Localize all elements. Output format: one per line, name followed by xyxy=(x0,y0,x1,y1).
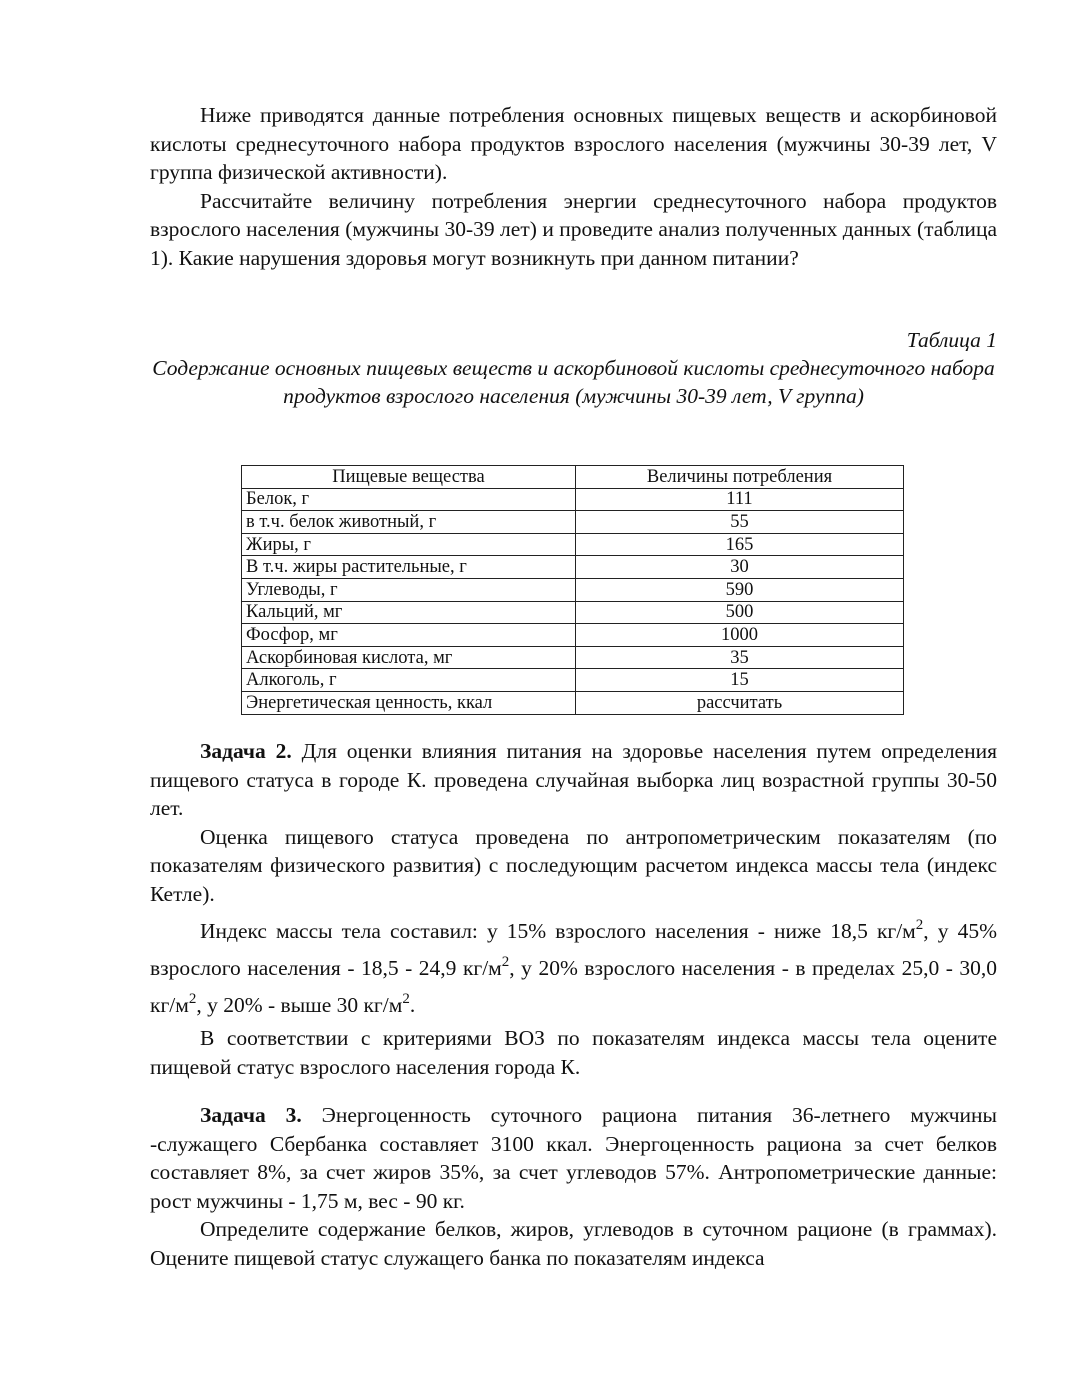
table-cell: рассчитать xyxy=(576,691,904,714)
bmi-text-part: , у 45% взрослого населения - 18,5 - 24,9 кг/м xyxy=(150,919,997,980)
table-row xyxy=(242,601,904,624)
bmi-text-part: , у 20% - выше 30 кг/м xyxy=(196,993,403,1017)
table-row xyxy=(242,488,904,511)
intro-section xyxy=(150,101,997,272)
task2-text: Для оценки влияния питания на здоровье населения путем определения пищевого статуса в городе К. проведена случайная выборка лиц возрастной группы 30-50 лет. xyxy=(150,739,997,820)
table-cell: 1000 xyxy=(576,624,904,647)
nutrient-table xyxy=(241,465,904,715)
superscript: 2 xyxy=(501,954,510,970)
table-row xyxy=(242,511,904,534)
table-row xyxy=(242,691,904,714)
table-cell: В т.ч. жиры растительные, г xyxy=(242,556,576,579)
task3-paragraph-2: Определите содержание белков, жиров, углеводов в суточном рационе (в граммах). Оцените пищевой статус служащего банка по показателям индекса xyxy=(150,1217,997,1270)
table-cell: Углеводы, г xyxy=(242,578,576,601)
table-cell: Фосфор, мг xyxy=(242,624,576,647)
table-cell: Энергетическая ценность, ккал xyxy=(242,691,576,714)
task3-heading: Задача 3. xyxy=(200,1103,302,1127)
bmi-text-part: . xyxy=(409,993,416,1017)
table-header-row xyxy=(242,466,904,489)
table-cell: Алкоголь, г xyxy=(242,669,576,692)
table-cell: 590 xyxy=(576,578,904,601)
task2-paragraph-4: В соответствии с критериями ВОЗ по показателям индекса массы тела оцените пищевой статус взрослого населения города К. xyxy=(150,1026,997,1079)
superscript: 2 xyxy=(915,917,924,933)
bmi-text-part: Индекс массы тела составил: у 15% взрослого населения - ниже 18,5 кг/м xyxy=(200,919,916,943)
superscript: 2 xyxy=(188,991,197,1007)
task3-text: Энергоценность суточного рациона питания 36-летнего мужчины -служащего Сбербанка составляет 3100 ккал. Энергоценность рациона за счет белков составляет 8%, за счет жиров 35%, за счет углеводов 57%. Антропометрические данные: рост мужчины - 1,75 м, вес - 90 кг. xyxy=(150,1103,997,1213)
table-header-cell: Пищевые вещества xyxy=(242,466,576,489)
table-cell: Кальций, мг xyxy=(242,601,576,624)
task2-paragraph-1 xyxy=(150,737,997,823)
table-row xyxy=(242,624,904,647)
table-cell: 15 xyxy=(576,669,904,692)
table-label: Таблица 1 xyxy=(906,328,997,352)
table-row xyxy=(242,646,904,669)
table-header-cell: Величины потребления xyxy=(576,466,904,489)
table-row xyxy=(242,669,904,692)
table-cell: 30 xyxy=(576,556,904,579)
bmi-text-part: , у 20% взрослого населения - в пределах 25,0 - 30,0 кг/м xyxy=(150,956,998,1017)
task3-section xyxy=(150,1101,997,1272)
table-cell: Аскорбиновая кислота, мг xyxy=(242,646,576,669)
table-cell: Белок, г xyxy=(242,488,576,511)
table-row xyxy=(242,533,904,556)
superscript: 2 xyxy=(402,991,410,1007)
intro-paragraph-2: Рассчитайте величину потребления энергии среднесуточного набора продуктов взрослого населения (мужчины 30-39 лет) и проведите анализ полученных данных (таблица 1). Какие нарушения здоровья могут возникнуть при данном питании? xyxy=(150,188,997,270)
task2-heading: Задача 2. xyxy=(200,739,292,763)
table-row xyxy=(242,556,904,579)
table-cell: 111 xyxy=(576,488,904,511)
table-row xyxy=(242,578,904,601)
task2-paragraph-3 xyxy=(150,913,997,1024)
task3-paragraph-1 xyxy=(150,1101,997,1215)
table-cell: 55 xyxy=(576,511,904,534)
table-cell: Жиры, г xyxy=(242,533,576,556)
task2-paragraph-2: Оценка пищевого статуса проведена по антропометрическим показателям (по показателям физического развития) с последующим расчетом индекса массы тела (индекс Кетле). xyxy=(150,824,997,906)
table-title: Содержание основных пищевых веществ и аскорбиновой кислоты среднесуточного набора продуктов взрослого населения (мужчины 30-39 лет, V группа) xyxy=(152,356,995,408)
table-cell: 165 xyxy=(576,533,904,556)
task2-section xyxy=(150,737,997,1081)
table-cell: в т.ч. белок животный, г xyxy=(242,511,576,534)
intro-paragraph-1: Ниже приводятся данные потребления основных пищевых веществ и аскорбиновой кислоты среднесуточного набора продуктов взрослого населения (мужчины 30-39 лет, V группа физической активности). xyxy=(150,103,997,184)
table-cell: 500 xyxy=(576,601,904,624)
table-cell: 35 xyxy=(576,646,904,669)
